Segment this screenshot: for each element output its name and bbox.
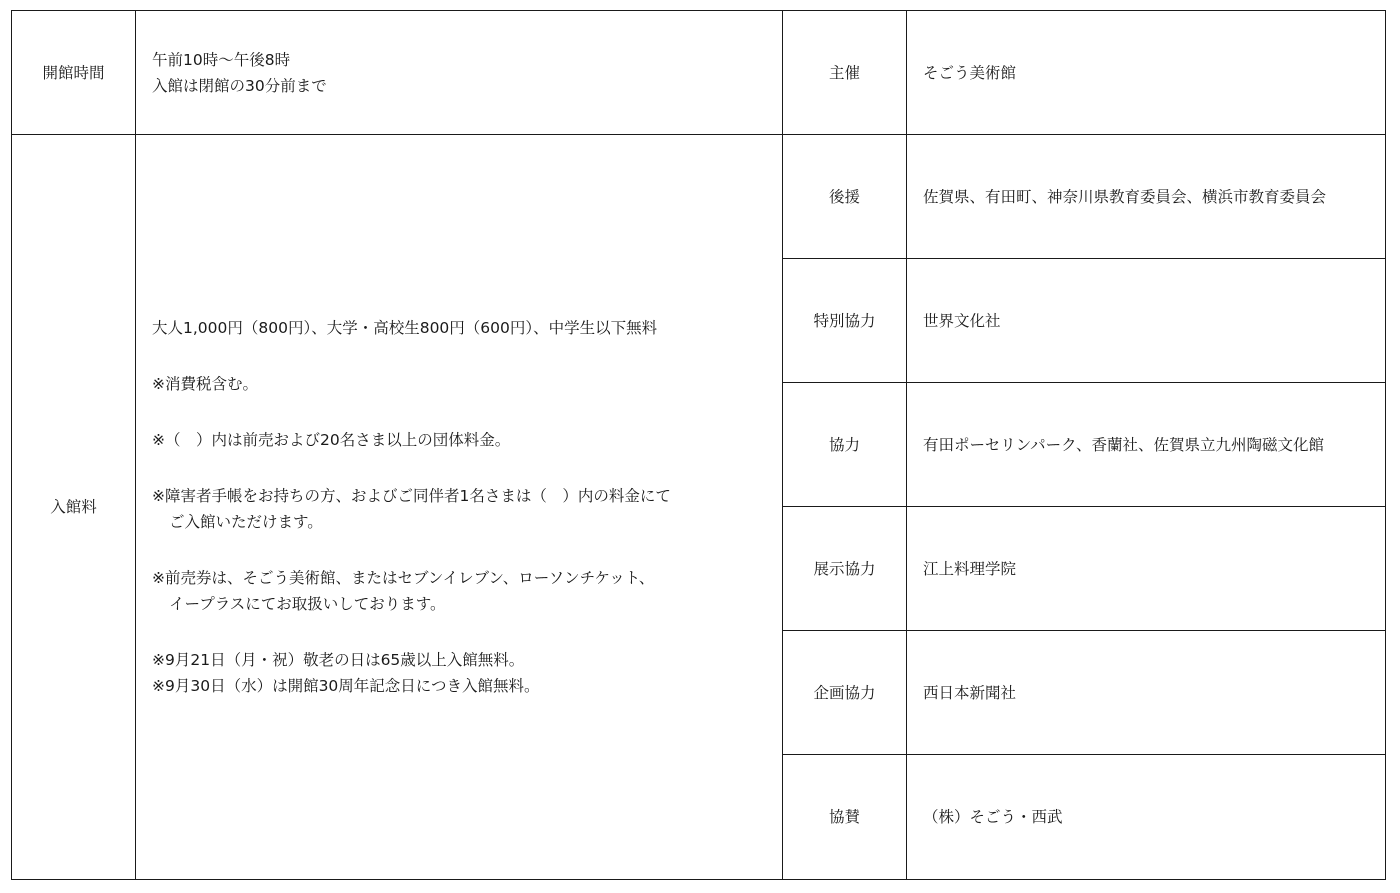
fee-advance-line: ※前売券は、そごう美術館、またはセブンイレブン、ローソンチケット、 [152, 569, 655, 587]
credit-value-exhibition-cooperation: 江上料理学院 [907, 507, 1386, 631]
credit-label-support: 後援 [783, 135, 907, 259]
hours-value [136, 11, 783, 135]
fee-disability-line: ※障害者手帳をお持ちの方、およびご同伴者1名さまは（ ）内の料金にて [152, 487, 671, 505]
fee-disability-note [152, 483, 774, 535]
credit-value-support: 佐賀県、有田町、神奈川県教育委員会、横浜市教育委員会 [907, 135, 1386, 259]
hours-line: 午前10時〜午後8時 [152, 50, 291, 69]
exhibition-info-table [11, 10, 1386, 880]
credit-label-special-cooperation: 特別協力 [783, 259, 907, 383]
table-row [12, 135, 1386, 259]
credit-value-sponsor: （株）そごう・西武 [907, 755, 1386, 880]
credit-label-organizer: 主催 [783, 11, 907, 135]
fee-tax-note: ※消費税含む。 [152, 375, 258, 393]
credit-label-cooperation: 協力 [783, 383, 907, 507]
credit-label-exhibition-cooperation: 展示協力 [783, 507, 907, 631]
fee-details [136, 135, 783, 880]
credit-label-sponsor: 協賛 [783, 755, 907, 880]
credit-value-cooperation: 有田ポーセリンパーク、香蘭社、佐賀県立九州陶磁文化館 [907, 383, 1386, 507]
fee-disability-line: ご入館いただけます。 [169, 513, 323, 531]
hours-line: 入館は閉館の30分前まで [152, 76, 327, 95]
credit-label-planning-cooperation: 企画協力 [783, 631, 907, 755]
credit-value-planning-cooperation: 西日本新聞社 [907, 631, 1386, 755]
table-row [12, 11, 1386, 135]
credit-value-special-cooperation: 世界文化社 [907, 259, 1386, 383]
fee-free-days [152, 647, 774, 699]
hours-label: 開館時間 [12, 11, 136, 135]
fee-main: 大人1,000円（800円）、大学・高校生800円（600円）、中学生以下無料 [152, 319, 658, 337]
fee-free-day-line: ※9月21日（月・祝）敬老の日は65歳以上入館無料。 [152, 651, 525, 669]
fee-free-day-line: ※9月30日（水）は開館30周年記念日につき入館無料。 [152, 677, 540, 695]
fee-label: 入館料 [12, 135, 136, 880]
credit-value-organizer: そごう美術館 [907, 11, 1386, 135]
fee-advance-line: イープラスにてお取扱いしております。 [169, 595, 446, 613]
fee-advance-note [152, 565, 774, 617]
fee-group-note: ※（ ）内は前売および20名さま以上の団体料金。 [152, 431, 511, 449]
